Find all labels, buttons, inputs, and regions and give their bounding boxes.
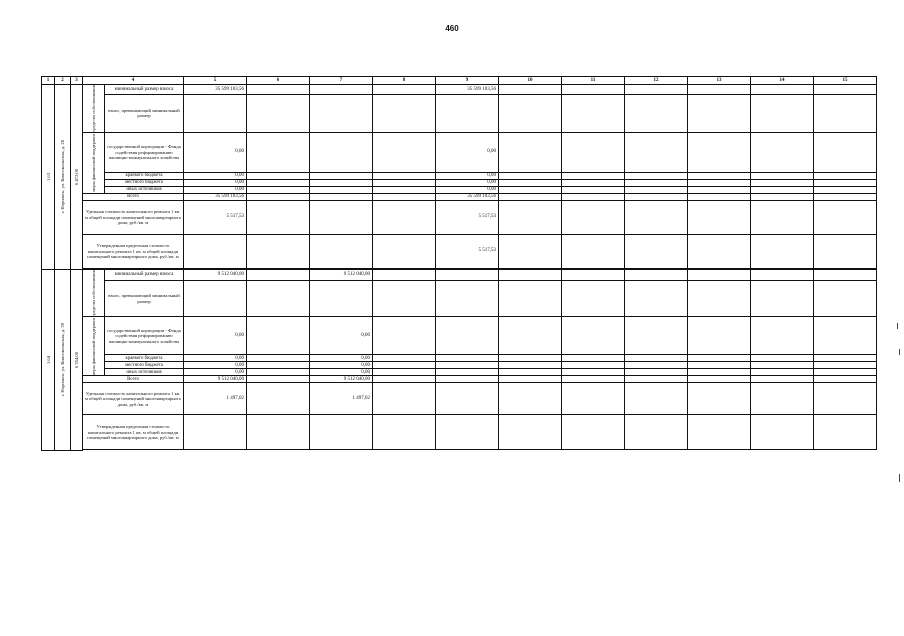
cell-value — [310, 200, 373, 234]
cell-value: 0,00 — [436, 172, 499, 179]
cell-value: 9 512 040,00 — [184, 269, 247, 281]
cell-value: 35 599 103,56 — [184, 193, 247, 200]
table-row — [42, 132, 877, 172]
table-row — [42, 94, 877, 132]
cell-value: 0,00 — [310, 355, 373, 362]
col-header: 4 — [83, 77, 184, 85]
cell-value: 1 497,02 — [310, 383, 373, 415]
cell-value: 0,00 — [310, 317, 373, 355]
cell-value — [436, 383, 499, 415]
table-row — [42, 281, 877, 317]
col-header: 7 — [310, 77, 373, 85]
col-header: 6 — [247, 77, 310, 85]
cell-value: 9 512 040,00 — [310, 376, 373, 383]
group-label-support: меры финансовой поддержки — [91, 133, 96, 192]
label-regional: краевого бюджета — [105, 172, 184, 179]
address: г. Норильск, ул. Комсомольская, д. 39 — [60, 323, 65, 397]
table-row — [42, 369, 877, 376]
col-header: 13 — [688, 77, 751, 85]
cell-value — [310, 172, 373, 179]
cell-value — [310, 193, 373, 200]
col-header: 5 — [184, 77, 247, 85]
total-area: 6 472,00 — [74, 168, 79, 185]
label-min-fee: минимальный размер взноса — [105, 269, 184, 281]
cell-value — [436, 317, 499, 355]
col-header: 2 — [55, 77, 71, 85]
label-state-corp: государственной корпорации - Фонда содействия реформированию жилищно-коммунального хозяйства — [105, 132, 184, 172]
address: г. Норильск, ул. Комсомольская, д. 28 — [60, 140, 65, 214]
col-header: 11 — [562, 77, 625, 85]
label-approved-cost: Утвержденная предельная стоимость капитального ремонта 1 кв. м общей площади помещений многоквартирного дома, руб./кв. м — [83, 234, 184, 268]
cell-value: 35 599 103,56 — [184, 85, 247, 95]
label-other: иных источников — [105, 186, 184, 193]
cell-value — [436, 362, 499, 369]
table-row — [42, 172, 877, 179]
label-fee-over: взнос, превышающий минимальный размер — [105, 94, 184, 132]
row-number: 1.63 — [45, 172, 51, 181]
cell-value: 5 517,53 — [184, 200, 247, 234]
table-row — [42, 269, 877, 281]
cell-value — [310, 132, 373, 172]
cell-value: 0,00 — [436, 132, 499, 172]
table-row — [42, 317, 877, 355]
col-header: 15 — [814, 77, 877, 85]
table-row — [42, 362, 877, 369]
col-header: 1 — [42, 77, 55, 85]
cell-value: 0,00 — [436, 179, 499, 186]
table-row — [42, 376, 877, 383]
cell-value — [310, 85, 373, 95]
cell-value: 0,00 — [184, 179, 247, 186]
scan-mark — [899, 474, 900, 482]
label-approved-cost: Утвержденная предельная стоимость капитального ремонта 1 кв. м общей площади помещений многоквартирного дома, руб./кв. м — [83, 415, 184, 450]
col-header: 8 — [373, 77, 436, 85]
col-header: 3 — [71, 77, 83, 85]
group-label-fund: средства собственников — [91, 85, 96, 132]
col-header: 14 — [751, 77, 814, 85]
label-total: Всего — [83, 193, 184, 200]
cell-value: 0,00 — [184, 317, 247, 355]
label-local: местного бюджета — [105, 362, 184, 369]
row-number: 1.64 — [45, 355, 51, 364]
table-row — [42, 383, 877, 415]
table-row — [42, 186, 877, 193]
cell-value: 0,00 — [184, 369, 247, 376]
cell-value: 5 517,53 — [436, 234, 499, 268]
cell-value — [436, 376, 499, 383]
cell-value: 0,00 — [184, 355, 247, 362]
table-row — [42, 355, 877, 362]
group-label-fund: средства собственников — [91, 269, 96, 317]
cell-value: 0,00 — [436, 186, 499, 193]
cell-value: 0,00 — [310, 362, 373, 369]
cell-value: 5 517,53 — [436, 200, 499, 234]
label-state-corp: государственной корпорации - Фонда содействия реформированию жилищно-коммунального хозяйства — [105, 317, 184, 355]
label-unit-cost: Удельная стоимость капитального ремонта 1 кв. м общей площади помещений многоквартирного дома, руб./кв. м — [83, 383, 184, 415]
cell-value: 0,00 — [184, 186, 247, 193]
capital-repair-table — [41, 76, 877, 451]
table-row — [42, 85, 877, 95]
table-row — [42, 234, 877, 268]
cell-value — [436, 269, 499, 281]
scan-mark — [899, 349, 900, 355]
cell-value: 35 599 103,56 — [436, 85, 499, 95]
table-row — [42, 200, 877, 234]
label-regional: краевого бюджета — [105, 355, 184, 362]
label-local: местного бюджета — [105, 179, 184, 186]
label-total: Всего — [83, 376, 184, 383]
cell-value: 9 512 040,00 — [310, 269, 373, 281]
page-number: 460 — [445, 24, 459, 33]
col-header: 9 — [436, 77, 499, 85]
column-header-row — [42, 77, 877, 85]
col-header: 12 — [625, 77, 688, 85]
cell-value: 0,00 — [184, 172, 247, 179]
cell-value: 0,00 — [184, 362, 247, 369]
cell-value: 0,00 — [310, 369, 373, 376]
label-fee-over: взнос, превышающий минимальный размер — [105, 281, 184, 317]
label-unit-cost: Удельная стоимость капитального ремонта 1 кв. м общей площади помещений многоквартирного дома, руб./кв. м — [83, 200, 184, 234]
total-area: 6 354,00 — [74, 351, 79, 368]
cell-value — [310, 179, 373, 186]
col-header: 10 — [499, 77, 562, 85]
cell-value: 1 497,02 — [184, 383, 247, 415]
label-min-fee: минимальный размер взноса — [105, 85, 184, 95]
group-label-support: меры финансовой поддержки — [91, 317, 96, 376]
cell-value: 35 599 103,56 — [436, 193, 499, 200]
cell-value — [310, 186, 373, 193]
cell-value: 9 512 040,00 — [184, 376, 247, 383]
cell-value: 0,00 — [184, 132, 247, 172]
table-row — [42, 179, 877, 186]
scan-mark — [897, 323, 898, 329]
table-row — [42, 415, 877, 450]
cell-value — [436, 355, 499, 362]
label-other: иных источников — [105, 369, 184, 376]
table-row — [42, 193, 877, 200]
cell-value — [436, 415, 499, 450]
cell-value — [436, 369, 499, 376]
